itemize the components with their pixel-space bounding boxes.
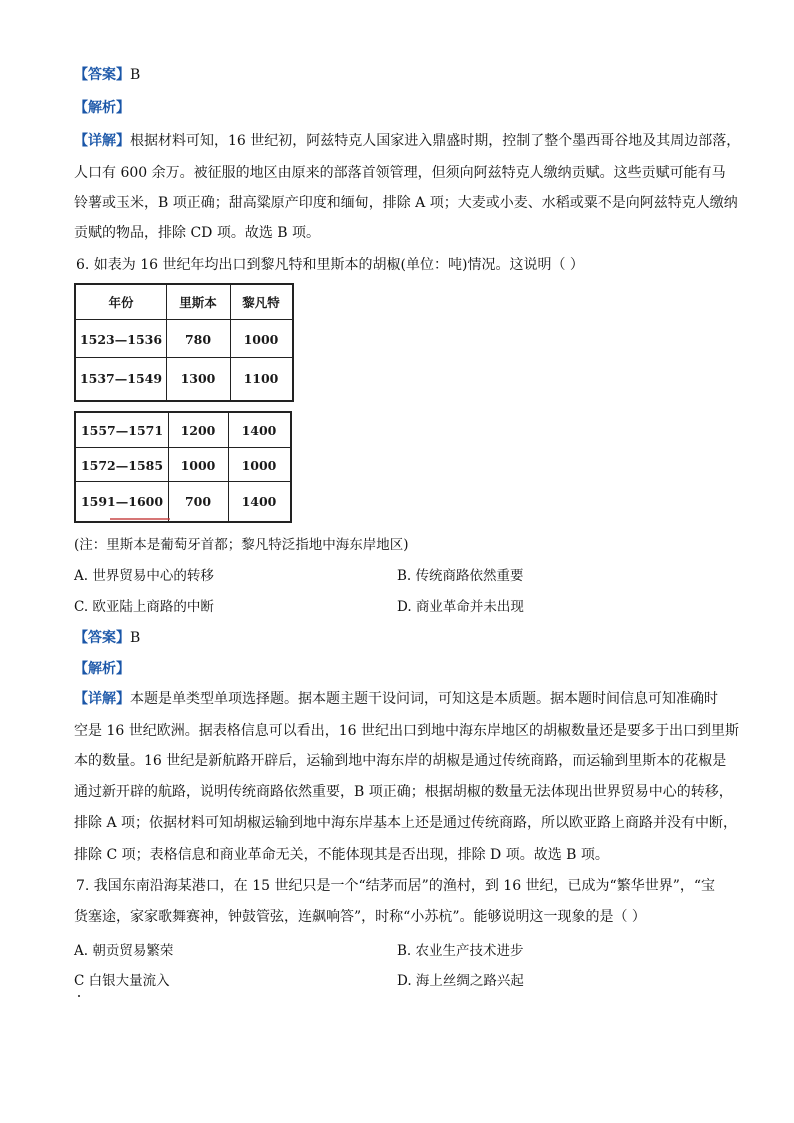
header-levant: 黎凡特	[242, 295, 280, 310]
answer-value: B	[130, 67, 141, 83]
answer-value: B	[130, 630, 141, 646]
q6-table-part-2	[74, 411, 292, 523]
q6-answer-line	[74, 628, 140, 648]
table-row	[76, 481, 290, 520]
q7-option-c[interactable]: C 白银大量流入	[74, 973, 170, 989]
q6-detail-line-2: 空是 16 世纪欧洲。据表格信息可以看出，16 世纪出口到地中海东岸地区的胡椒数量还是要多于出口到里斯	[74, 723, 739, 739]
cell-levant: 1400	[241, 422, 277, 438]
cell-levant: 1000	[243, 331, 279, 347]
q7-stem-line-1: 7. 我国东南沿海某港口，在 15 世纪只是一个“结茅而居”的渔村，到 16 世纪，已成为“繁华世界”，“宝	[76, 878, 716, 894]
q6-detail-line-1	[74, 689, 718, 709]
cell-year: 1591—1600	[80, 493, 164, 509]
cell-lisbon: 780	[184, 331, 212, 347]
column-divider	[168, 413, 169, 521]
q5-detail-line-3: 铃薯或玉米，B 项正确；甜高粱原产印度和缅甸，排除 A 项；大麦或小麦、水稻或粟不是向阿兹特克人缴纳	[74, 195, 738, 211]
q6-option-b[interactable]: B. 传统商路依然重要	[397, 568, 524, 584]
q6-detail-line-3: 本的数量。16 世纪是新航路开辟后，运输到地中海东岸的胡椒是通过传统商路，而运输到里斯本的花椒是	[74, 753, 727, 769]
q7-option-d[interactable]: D. 海上丝绸之路兴起	[397, 973, 524, 989]
q6-table-part-1	[74, 283, 294, 402]
q6-option-a[interactable]: A. 世界贸易中心的转移	[74, 568, 214, 584]
column-divider	[166, 285, 167, 400]
analysis-tag: 【解析】	[74, 100, 130, 116]
q5-detail-line-4: 贡赋的物品，排除 CD 项。故选 B 项。	[74, 225, 321, 241]
red-scan-mark	[110, 518, 170, 520]
column-divider	[230, 285, 231, 400]
cell-year: 1557—1571	[80, 422, 164, 438]
header-year: 年份	[108, 295, 134, 310]
detail-tag: 【详解】	[74, 133, 130, 149]
cell-levant: 1000	[241, 457, 277, 473]
cell-lisbon: 1000	[180, 457, 216, 473]
cell-lisbon: 1200	[180, 422, 216, 438]
cell-year: 1537—1549	[79, 371, 163, 386]
q6-detail-line-5: 排除 A 项；依据材料可知胡椒运输到地中海东岸基本上还是通过传统商路，所以欧亚路上商路并没有中断，	[74, 815, 738, 831]
q7-option-a[interactable]: A. 朝贡贸易繁荣	[74, 943, 174, 959]
q6-detail-line-6: 排除 C 项；表格信息和商业革命无关，不能体现其是否出现，排除 D 项。故选 B 项。	[74, 847, 609, 863]
q6-option-d[interactable]: D. 商业革命并未出现	[397, 599, 524, 615]
cell-levant: 1400	[241, 493, 277, 509]
cell-lisbon: 1300	[180, 371, 216, 386]
q5-analysis-heading	[74, 98, 130, 118]
detail-text: 根据材料可知，16 世纪初，阿兹特克人国家进入鼎盛时期，控制了整个墨西哥谷地及其周边部落，	[130, 133, 741, 149]
q7-option-b[interactable]: B. 农业生产技术进步	[397, 943, 524, 959]
q6-option-c[interactable]: C. 欧亚陆上商路的中断	[74, 599, 214, 615]
scan-speck	[78, 995, 80, 997]
detail-text: 本题是单类型单项选择题。据本题主题干设问词，可知这是本质题。据本题时间信息可知准确时	[130, 691, 718, 707]
answer-tag: 【答案】	[74, 630, 130, 646]
q5-detail-line-1	[74, 131, 740, 151]
cell-year: 1572—1585	[80, 457, 164, 473]
table-row	[76, 447, 290, 482]
q7-stem-line-2: 货塞途，家家歌舞赛神，钟鼓管弦，连飙响答”，时称“小苏杭”。能够说明这一现象的是（ ）	[74, 909, 646, 925]
q6-stem: 6. 如表为 16 世纪年均出口到黎凡特和里斯本的胡椒(单位：吨)情况。这说明（ ）	[76, 257, 584, 273]
q6-note: (注：里斯本是葡萄牙首都；黎凡特泛指地中海东岸地区)	[74, 537, 409, 553]
column-divider	[228, 413, 229, 521]
header-lisbon: 里斯本	[179, 295, 217, 310]
detail-tag: 【详解】	[74, 691, 130, 707]
cell-levant: 1100	[243, 371, 279, 386]
table-row	[76, 319, 292, 358]
cell-lisbon: 700	[184, 493, 212, 509]
answer-tag: 【答案】	[74, 67, 130, 83]
q5-answer-line	[74, 65, 140, 85]
table-row	[76, 357, 292, 399]
q6-analysis-heading	[74, 659, 130, 679]
cell-year: 1523—1536	[79, 331, 163, 347]
q6-detail-line-4: 通过新开辟的航路，说明传统商路依然重要，B 项正确；根据胡椒的数量无法体现出世界贸易中心的转移，	[74, 784, 733, 800]
table-header-row	[76, 285, 292, 319]
q5-detail-line-2: 人口有 600 余万。被征服的地区由原来的部落首领管理，但须向阿兹特克人缴纳贡赋。这些贡赋可能有马	[74, 165, 726, 181]
analysis-tag: 【解析】	[74, 661, 130, 677]
table-row	[76, 413, 290, 447]
